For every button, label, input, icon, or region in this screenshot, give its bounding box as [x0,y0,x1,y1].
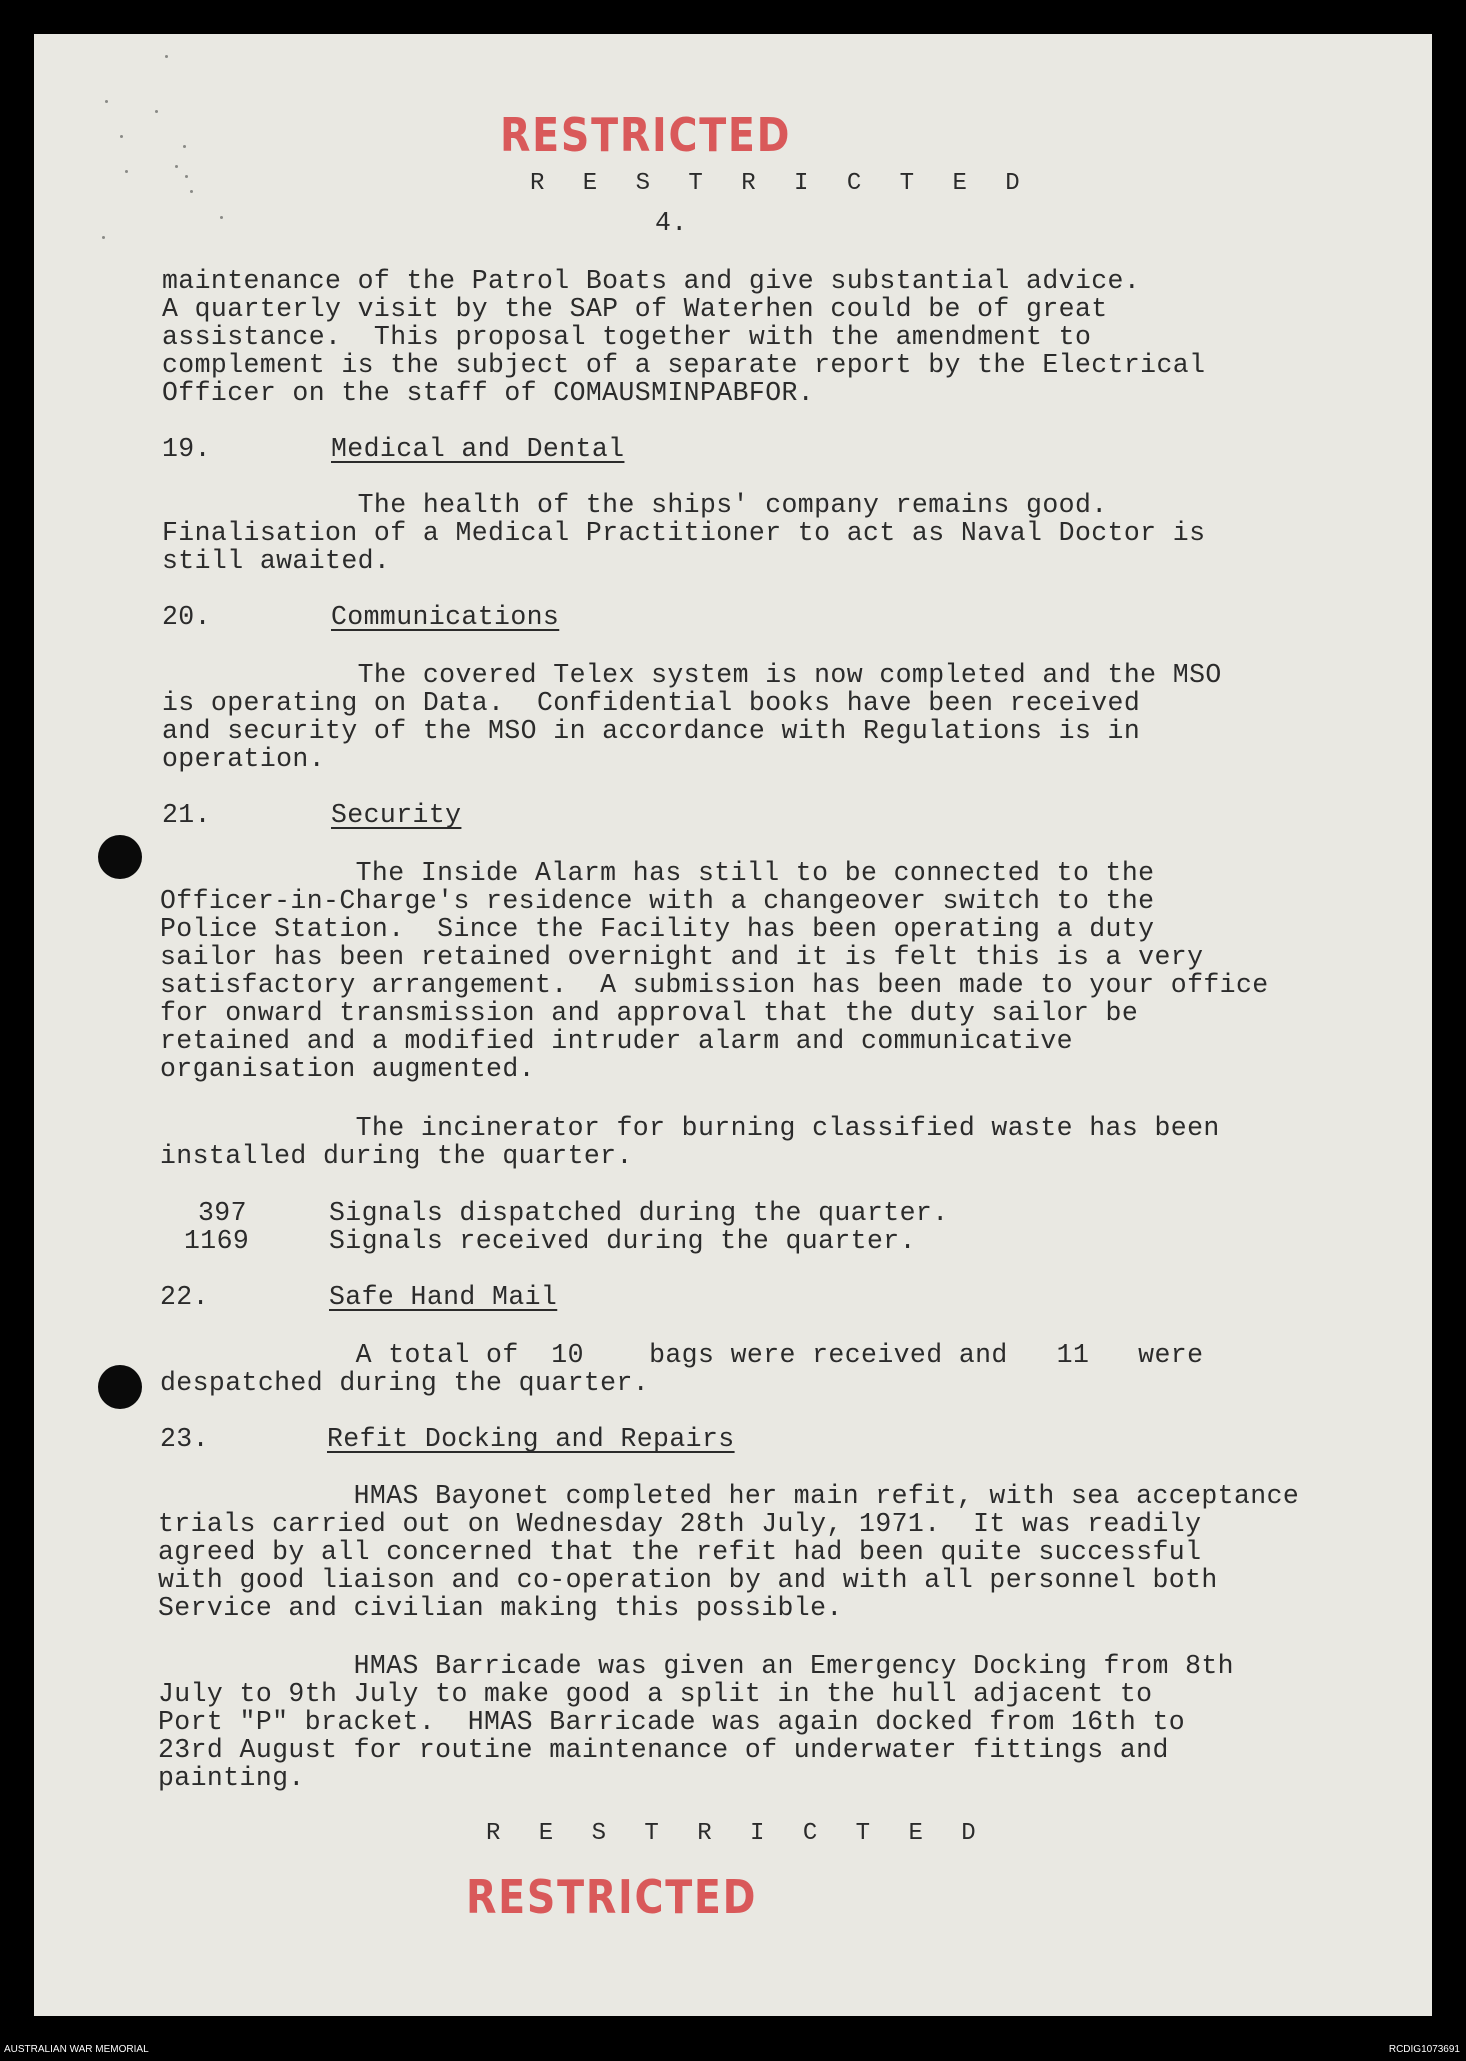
paragraph-line: still awaited. [162,546,391,576]
paragraph-line: The health of the ships' company remains good. [162,490,1108,520]
paragraph-line: sailor has been retained overnight and it is felt this is a very [160,942,1204,972]
paragraph-line: Police Station. Since the Facility has been operating a duty [160,914,1155,944]
section-number-22: 22. [160,1282,209,1312]
paragraph-line: HMAS Bayonet completed her main refit, with sea acceptance [158,1481,1300,1511]
paragraph-line: installed during the quarter. [160,1141,633,1171]
paragraph-line: Officer-in-Charge's residence with a changeover switch to the [160,886,1155,916]
restricted-stamp-bottom: RESTRICTED [466,1870,758,1924]
paragraph-line: trials carried out on Wednesday 28th July, 1971. It was readily [158,1509,1202,1539]
section-number-21: 21. [162,800,211,830]
signal-count: 397 [198,1198,247,1228]
punch-hole-lower [98,1365,142,1409]
paragraph-line: painting. [158,1763,305,1793]
paragraph-line: The covered Telex system is now completed and the MSO [162,660,1222,690]
section-number-19: 19. [162,434,211,464]
paragraph-line: The Inside Alarm has still to be connected to the [160,858,1155,888]
paragraph-line: and security of the MSO in accordance with Regulations is in [162,716,1141,746]
paragraph-line: Finalisation of a Medical Practitioner to act as Naval Doctor is [162,518,1206,548]
paragraph-line: July to 9th July to make good a split in the hull adjacent to [158,1679,1153,1709]
signal-description: Signals dispatched during the quarter. [329,1198,949,1228]
paragraph-line: A total of 10 bags were received and 11 were [160,1340,1204,1370]
section-heading-refit: Refit Docking and Repairs [327,1424,735,1454]
paragraph-line: agreed by all concerned that the refit had been quite successful [158,1537,1202,1567]
paragraph-line: HMAS Barricade was given an Emergency Docking from 8th [158,1651,1234,1681]
section-number-20: 20. [162,602,211,632]
section-heading-safe-hand-mail: Safe Hand Mail [329,1282,558,1312]
paragraph-line: Port "P" bracket. HMAS Barricade was again docked from 16th to [158,1707,1186,1737]
signal-count: 1169 [184,1226,250,1256]
section-heading-security: Security [331,800,462,830]
paragraph-line: The incinerator for burning classified waste has been [160,1113,1220,1143]
paragraph-line: 23rd August for routine maintenance of underwater fittings and [158,1735,1169,1765]
classification-header: R E S T R I C T E D [530,170,1032,197]
paragraph-line: organisation augmented. [160,1054,535,1084]
signal-description: Signals received during the quarter. [329,1226,916,1256]
intro-line: maintenance of the Patrol Boats and give substantial advice. [162,266,1141,296]
section-heading-communications: Communications [331,602,560,632]
intro-line: assistance. This proposal together with the amendment to [162,322,1092,352]
paragraph-line: Service and civilian making this possible. [158,1593,843,1623]
section-number-23: 23. [160,1424,209,1454]
restricted-stamp-top: RESTRICTED [500,108,792,162]
paragraph-line: for onward transmission and approval that the duty sailor be [160,998,1139,1028]
paragraph-line: with good liaison and co-operation by and with all personnel both [158,1565,1218,1595]
section-heading-medical: Medical and Dental [331,434,625,464]
page-number: 4. [655,208,688,238]
paragraph-line: operation. [162,744,326,774]
archive-credit: AUSTRALIAN WAR MEMORIAL [4,2044,149,2055]
archive-reference: RCDIG1073691 [1388,2044,1460,2055]
punch-hole-upper [98,835,142,879]
paragraph-line: despatched during the quarter. [160,1368,650,1398]
classification-footer: R E S T R I C T E D [486,1820,988,1847]
intro-line: Officer on the staff of COMAUSMINPABFOR. [162,378,815,408]
intro-line: A quarterly visit by the SAP of Waterhen could be of great [162,294,1108,324]
paragraph-line: satisfactory arrangement. A submission has been made to your office [160,970,1269,1000]
paragraph-line: is operating on Data. Confidential books have been received [162,688,1141,718]
paragraph-line: retained and a modified intruder alarm and communicative [160,1026,1073,1056]
intro-line: complement is the subject of a separate report by the Electrical [162,350,1206,380]
